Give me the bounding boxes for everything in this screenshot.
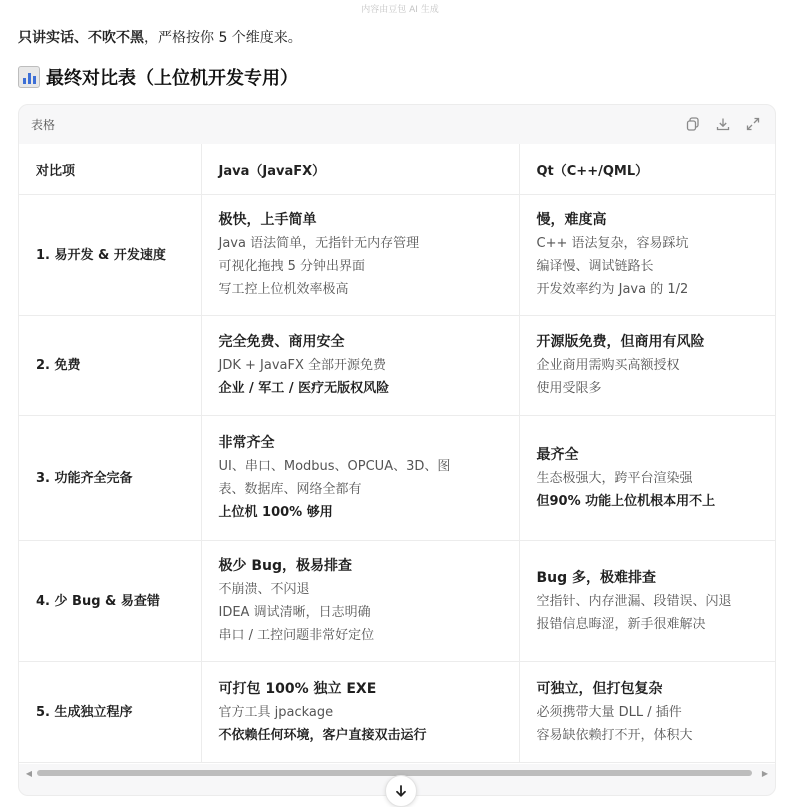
table-row xyxy=(19,662,775,763)
table-header-row xyxy=(19,144,775,195)
java-cell-line: 写工控上位机效率极高 xyxy=(218,282,349,297)
section-heading xyxy=(18,64,298,90)
table-card-header xyxy=(19,105,775,143)
qt-cell-line: 编译慢、调试链路长 xyxy=(536,259,654,274)
qt-cell-title: 可独立，但打包复杂 xyxy=(536,680,663,697)
row-label: 2. 免费 xyxy=(19,316,201,416)
scroll-down-button[interactable] xyxy=(385,775,417,807)
java-cell-line: 官方工具 jpackage xyxy=(218,704,334,720)
row-label: 4. 少 Bug & 易查错 xyxy=(19,541,201,662)
java-cell-emphasis: 企业 / 军工 / 医疗无版权风险 xyxy=(218,381,390,396)
qt-cell-line: 生态极强大，跨平台渲染强 xyxy=(536,470,693,486)
qt-cell-line: 空指针、内存泄漏、段错误、闪退 xyxy=(536,593,732,609)
qt-cell-title: 最齐全 xyxy=(536,446,579,463)
table-row xyxy=(19,316,775,416)
java-cell-line: 可视化拖拽 5 分钟出界面 xyxy=(218,259,366,274)
qt-cell xyxy=(519,416,775,541)
java-cell-title: 极少 Bug，极易排查 xyxy=(218,558,353,574)
header-qt: Qt（C++/QML） xyxy=(519,144,775,195)
row-label: 1. 易开发 & 开发速度 xyxy=(19,195,201,316)
intro-bold: 只讲实话、不吹不黑 xyxy=(18,30,144,46)
table-row xyxy=(19,541,775,662)
java-cell-emphasis: 上位机 100% 够用 xyxy=(218,505,333,520)
table-row xyxy=(19,416,775,541)
watermark: 内容由豆包 AI 生成 xyxy=(361,5,439,15)
intro-text xyxy=(18,27,302,47)
java-cell-title: 非常齐全 xyxy=(218,435,275,451)
header-item: 对比项 xyxy=(19,144,201,195)
row-label: 5. 生成独立程序 xyxy=(19,662,201,763)
qt-cell-line: 容易缺依赖打不开，体积大 xyxy=(536,727,693,743)
java-cell-line: JDK + JavaFX 全部开源免费 xyxy=(218,358,387,373)
download-icon[interactable] xyxy=(715,116,731,132)
arrow-down-icon xyxy=(394,784,408,798)
qt-cell-line: 企业商用需购买高额授权 xyxy=(536,358,680,373)
header-java: Java（JavaFX） xyxy=(201,144,519,195)
java-cell xyxy=(201,541,519,662)
java-cell xyxy=(201,416,519,541)
intro-rest: ，严格按你 5 个维度来。 xyxy=(144,30,302,46)
qt-cell xyxy=(519,195,775,316)
qt-cell-line: C++ 语法复杂，容易踩坑 xyxy=(536,236,689,251)
java-cell-title: 可打包 100% 独立 EXE xyxy=(218,680,377,697)
qt-cell-line: 开发效率约为 Java 的 1/2 xyxy=(536,282,689,297)
qt-cell-line: 必须携带大量 DLL / 插件 xyxy=(536,704,682,720)
java-cell-title: 极快，上手简单 xyxy=(218,212,317,228)
table-card-label: 表格 xyxy=(31,117,56,132)
table-card xyxy=(18,104,776,796)
java-cell-line: 不崩溃、不闪退 xyxy=(218,582,310,597)
java-cell xyxy=(201,195,519,316)
qt-cell xyxy=(519,316,775,416)
table-scroll-area[interactable] xyxy=(19,144,775,764)
java-cell-line: IDEA 调试清晰，日志明确 xyxy=(218,605,371,620)
table-row xyxy=(19,195,775,316)
java-cell xyxy=(201,316,519,416)
scroll-left-icon[interactable]: ◀ xyxy=(25,768,33,778)
java-cell-line: UI、串口、Modbus、OPCUA、3D、图 xyxy=(218,459,451,474)
qt-cell xyxy=(519,662,775,763)
row-label: 3. 功能齐全完备 xyxy=(19,416,201,541)
table-card-tools xyxy=(685,116,761,132)
qt-cell-title: 慢，难度高 xyxy=(536,212,607,228)
qt-cell-line: 报错信息晦涩，新手很难解决 xyxy=(536,616,706,632)
expand-icon[interactable] xyxy=(745,116,761,132)
scroll-right-icon[interactable]: ▶ xyxy=(761,768,769,778)
java-cell-emphasis: 不依赖任何环境，客户直接双击运行 xyxy=(218,727,427,743)
java-cell-line: 表、数据库、网络全都有 xyxy=(218,482,362,497)
qt-cell-title: 开源版免费，但商用有风险 xyxy=(536,334,705,350)
copy-icon[interactable] xyxy=(685,116,701,132)
comparison-table xyxy=(19,144,775,763)
qt-cell-line: 使用受限多 xyxy=(536,381,602,396)
heading-text: 最终对比表（上位机开发专用） xyxy=(46,68,298,89)
qt-cell-title: Bug 多，极难排查 xyxy=(536,569,657,586)
java-cell-title: 完全免费、商用安全 xyxy=(218,334,345,350)
qt-cell-emphasis: 但90% 功能上位机根本用不上 xyxy=(536,493,716,509)
java-cell-line: 串口 / 工控问题非常好定位 xyxy=(218,628,375,643)
java-cell xyxy=(201,662,519,763)
bar-chart-icon xyxy=(18,66,40,88)
java-cell-line: Java 语法简单，无指针无内存管理 xyxy=(218,236,420,251)
qt-cell xyxy=(519,541,775,662)
